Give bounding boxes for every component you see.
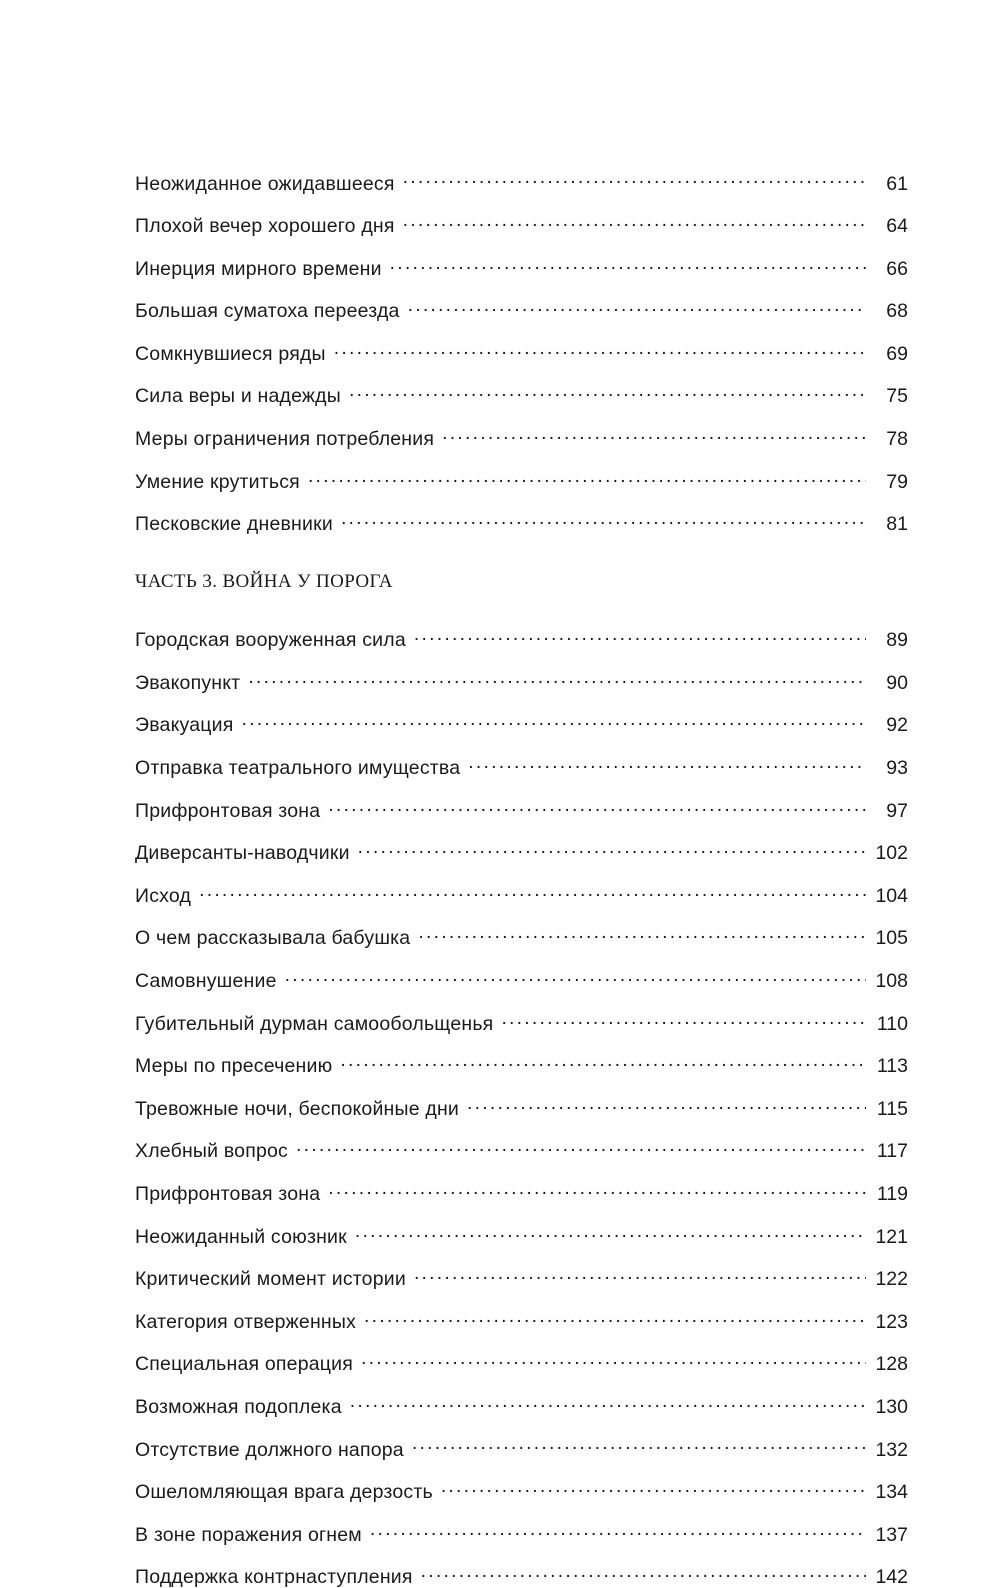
- toc-entry-page-number: 78: [886, 428, 908, 451]
- toc-leader-dots: [468, 755, 866, 775]
- toc-entry-page-number: 81: [886, 513, 908, 536]
- toc-entry-page-number: 61: [886, 172, 908, 195]
- toc-entry-title: Неожиданное ожидавшееся: [135, 172, 395, 195]
- toc-leader-dots: [364, 1308, 866, 1328]
- toc-leader-dots: [308, 468, 866, 488]
- toc-entry-title: Диверсанты-наводчики: [135, 842, 350, 865]
- toc-entry[interactable]: [135, 511, 908, 535]
- toc-leader-dots: [418, 925, 866, 945]
- toc-leader-dots: [361, 1351, 866, 1371]
- toc-entry[interactable]: [135, 1564, 908, 1588]
- toc-entry-page-number: 89: [886, 629, 908, 652]
- toc-entry[interactable]: [135, 298, 908, 322]
- toc-entry-page-number: 132: [875, 1438, 908, 1461]
- toc-entry-title: Меры по пресечению: [135, 1055, 333, 1078]
- toc-leader-dots: [467, 1095, 866, 1115]
- toc-entry[interactable]: [135, 925, 908, 949]
- toc-entry-title: Отсутствие должного напора: [135, 1438, 404, 1461]
- toc-entry-title: Умение крутиться: [135, 470, 300, 493]
- toc-entry-page-number: 97: [886, 799, 908, 822]
- toc-entry-page-number: 110: [876, 1012, 908, 1035]
- toc-entry-title: Эвакуация: [135, 714, 234, 737]
- toc-entry-page-number: 108: [875, 970, 908, 992]
- toc-entry[interactable]: [135, 255, 908, 279]
- toc-entry-page-number: 68: [886, 300, 908, 323]
- toc-leader-dots: [285, 968, 866, 988]
- toc-entry-title: Городская вооруженная сила: [135, 629, 406, 652]
- toc-entry-title: Эвакопункт: [135, 671, 241, 694]
- toc-leader-dots: [414, 1266, 866, 1286]
- toc-entry[interactable]: [135, 1010, 908, 1034]
- toc-leader-dots: [403, 213, 866, 233]
- toc-leader-dots: [442, 426, 866, 446]
- toc-entry[interactable]: [135, 755, 908, 779]
- toc-entry-page-number: 128: [875, 1353, 908, 1376]
- toc-entry-page-number: 122: [875, 1268, 908, 1291]
- toc-entry[interactable]: [135, 627, 908, 651]
- toc-entry-title: Тревожные ночи, беспокойные дни: [135, 1097, 460, 1120]
- toc-entry-title: Меры ограничения потребления: [135, 428, 435, 451]
- toc-entry-title: Исход: [135, 884, 192, 907]
- toc-entry-title: Отправка театрального имущества: [135, 757, 461, 780]
- toc-entry-page-number: 75: [886, 385, 908, 408]
- toc-leader-dots: [370, 1521, 866, 1541]
- toc-leader-dots: [408, 298, 866, 318]
- toc-entry-page-number: 93: [886, 757, 908, 780]
- toc-entry-title: Критический момент истории: [135, 1268, 406, 1291]
- toc-entry-title: Возможная подоплека: [135, 1395, 342, 1418]
- toc-entry-page-number: 142: [875, 1566, 908, 1588]
- toc-entry[interactable]: [135, 840, 908, 864]
- toc-leader-dots: [242, 712, 866, 732]
- toc-leader-dots: [199, 882, 866, 902]
- toc-leader-dots: [358, 840, 866, 860]
- toc-entry[interactable]: [135, 1138, 908, 1162]
- table-of-contents: [135, 170, 908, 1588]
- toc-leader-dots: [340, 1053, 866, 1073]
- toc-entry[interactable]: [135, 712, 908, 736]
- toc-entry[interactable]: [135, 383, 908, 407]
- toc-entry-page-number: 130: [875, 1395, 908, 1418]
- toc-entry-title: В зоне поражения огнем: [135, 1523, 362, 1546]
- toc-entry[interactable]: [135, 1351, 908, 1375]
- toc-entry-page-number: 113: [876, 1055, 908, 1078]
- toc-leader-dots: [341, 511, 866, 531]
- toc-entry-page-number: 105: [875, 927, 908, 950]
- toc-leader-dots: [421, 1564, 866, 1584]
- toc-entry[interactable]: [135, 1180, 908, 1204]
- toc-entry-title: Поддержка контрнаступления: [135, 1566, 413, 1588]
- toc-entry-page-number: 121: [875, 1225, 908, 1248]
- toc-entry[interactable]: [135, 340, 908, 364]
- toc-entry[interactable]: [135, 1095, 908, 1119]
- toc-section: [135, 170, 908, 535]
- toc-entry[interactable]: [135, 426, 908, 450]
- toc-entry-page-number: 64: [886, 215, 908, 238]
- toc-entry-page-number: 117: [876, 1140, 908, 1163]
- toc-leader-dots: [403, 170, 866, 190]
- toc-entry-title: Прифронтовая зона: [135, 1182, 321, 1205]
- toc-entry-title: Плохой вечер хорошего дня: [135, 215, 395, 238]
- part-heading: ЧАСТЬ 3. ВОЙНА У ПОРОГА: [135, 570, 393, 592]
- toc-entry-title: Песковские дневники: [135, 513, 333, 536]
- toc-entry-page-number: 137: [875, 1523, 908, 1546]
- toc-entry-page-number: 102: [875, 842, 908, 865]
- toc-entry-title: Хлебный вопрос: [135, 1140, 288, 1163]
- toc-entry[interactable]: [135, 1308, 908, 1332]
- toc-entry-page-number: 123: [875, 1310, 908, 1333]
- toc-entry-page-number: 79: [886, 470, 908, 493]
- toc-entry-page-number: 115: [876, 1097, 908, 1120]
- toc-entry-page-number: 66: [886, 257, 908, 280]
- toc-entry-title: Прифронтовая зона: [135, 799, 321, 822]
- toc-entry[interactable]: [135, 170, 908, 194]
- toc-leader-dots: [412, 1436, 866, 1456]
- toc-entry-title: Самовнушение: [135, 970, 277, 992]
- toc-entry[interactable]: [135, 797, 908, 821]
- toc-entry-title: Категория отверженных: [135, 1310, 357, 1333]
- toc-leader-dots: [355, 1223, 866, 1243]
- toc-entry[interactable]: [135, 1393, 908, 1417]
- toc-entry-title: Инерция мирного времени: [135, 257, 382, 280]
- toc-entry[interactable]: [135, 1266, 908, 1290]
- toc-section: [135, 627, 908, 1588]
- toc-leader-dots: [414, 627, 866, 647]
- toc-entry-title: Сомкнувшиеся ряды: [135, 342, 326, 365]
- toc-entry[interactable]: [135, 669, 908, 693]
- toc-entry[interactable]: [135, 1223, 908, 1247]
- toc-leader-dots: [328, 797, 866, 817]
- toc-entry-page-number: 92: [886, 714, 908, 737]
- toc-leader-dots: [501, 1010, 866, 1030]
- toc-entry[interactable]: [135, 468, 908, 492]
- toc-entry-page-number: 69: [886, 342, 908, 365]
- toc-entry[interactable]: [135, 1479, 908, 1503]
- toc-entry[interactable]: [135, 1521, 908, 1545]
- toc-entry-title: Неожиданный союзник: [135, 1225, 347, 1248]
- toc-leader-dots: [248, 669, 866, 689]
- toc-entry-page-number: 104: [875, 884, 908, 907]
- toc-entry-title: О чем рассказывала бабушка: [135, 927, 411, 950]
- toc-entry[interactable]: [135, 213, 908, 237]
- toc-entry[interactable]: [135, 968, 908, 992]
- toc-entry[interactable]: [135, 1053, 908, 1077]
- toc-entry-title: Сила веры и надежды: [135, 385, 341, 408]
- toc-entry-title: Ошеломляющая врага дерзость: [135, 1481, 433, 1504]
- toc-leader-dots: [334, 340, 866, 360]
- toc-leader-dots: [328, 1180, 866, 1200]
- toc-leader-dots: [296, 1138, 866, 1158]
- toc-entry[interactable]: [135, 882, 908, 906]
- toc-entry-page-number: 134: [875, 1481, 908, 1504]
- toc-entry-page-number: 90: [886, 671, 908, 694]
- toc-entry[interactable]: [135, 1436, 908, 1460]
- toc-entry-title: Большая суматоха переезда: [135, 300, 400, 323]
- toc-entry-page-number: 119: [876, 1182, 908, 1205]
- toc-leader-dots: [390, 255, 866, 275]
- toc-entry-title: Губительный дурман самообольщенья: [135, 1012, 494, 1035]
- toc-entry-title: Специальная операция: [135, 1353, 353, 1376]
- toc-leader-dots: [350, 1393, 866, 1413]
- toc-leader-dots: [441, 1479, 866, 1499]
- toc-leader-dots: [349, 383, 866, 403]
